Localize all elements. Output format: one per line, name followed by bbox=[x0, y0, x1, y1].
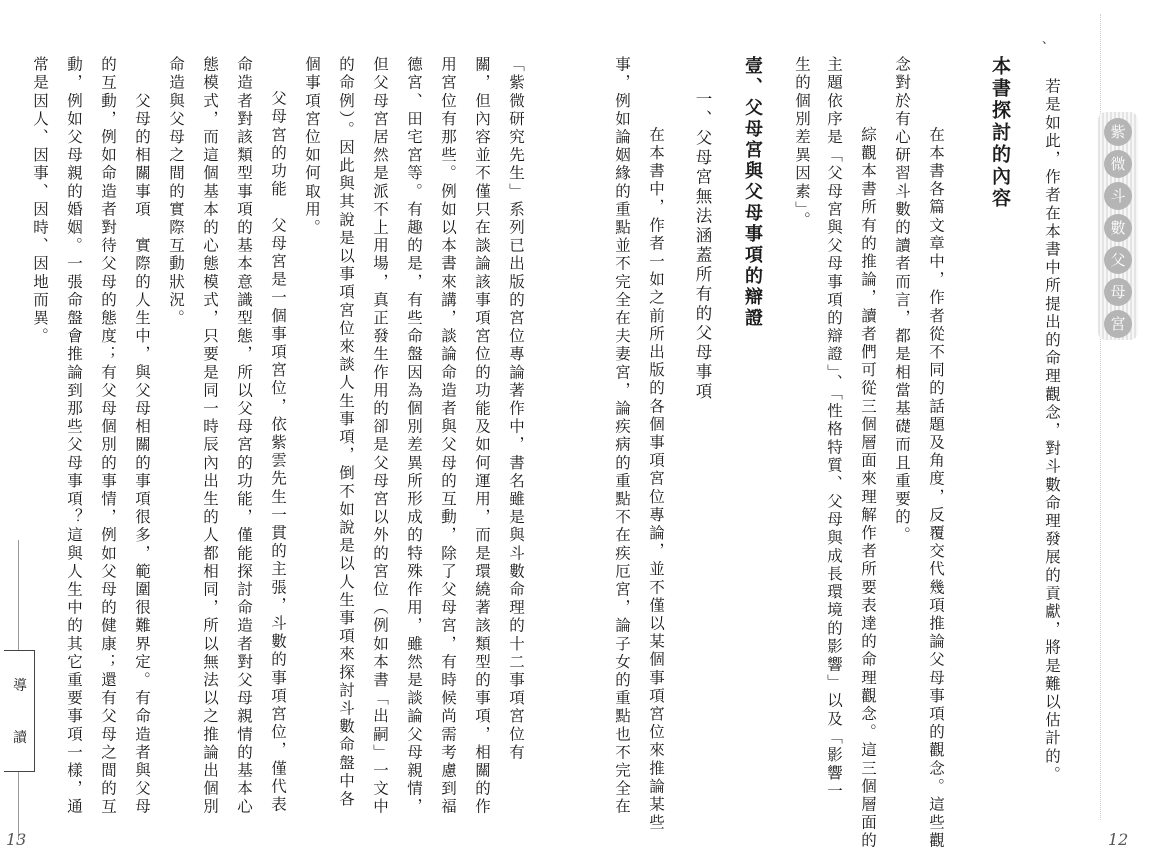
text-column: 德宮、田宅宮等。有趣的是，有些命盤因為個別差異所形成的特殊作用，雖然是談論父母親情， bbox=[405, 56, 423, 817]
page-number: 12 bbox=[1108, 830, 1129, 849]
text-column: 的命例）。因此與其說是以事項宮位來談人生事項，倒不如說是以人生事項來探討斗數命盤中各 bbox=[337, 56, 355, 809]
section-heading: 本書探討的內容 bbox=[989, 56, 1011, 210]
text-column: 的互動，例如命造者對待父母的態度；有父母個別的事情，例如父母的健康；還有父母之間的互 bbox=[99, 56, 117, 817]
text-column-with-heading: 父母的相關事項 實際的人生中，與父母相關的事項很多，範圍很難界定。有命造者與父母 bbox=[133, 56, 151, 817]
text-column: 命造者對該類型事項的基本意識型態，所以父母宮的功能，僅能探討命造者對父母親情的基本心 bbox=[235, 56, 253, 817]
seal-char: 微 bbox=[1104, 150, 1132, 178]
text-column: 但父母宮居然是派不上用場，真正發生作用的卻是父母宮以外的宮位（例如本書「出嗣」一文中 bbox=[371, 56, 389, 817]
seal-char: 斗 bbox=[1104, 182, 1132, 210]
series-seal-strip bbox=[1098, 112, 1138, 340]
chapter-heading: 壹、父母宮與父母事項的辯證 bbox=[742, 56, 763, 329]
seal-char: 紫 bbox=[1104, 118, 1132, 146]
text-column: 動，例如父母親的婚姻。一張命盤會推論到那些父母事項？這與人生中的其它重要事項一樣，通 bbox=[65, 56, 83, 817]
text-column: 個事項宮位如何取用。 bbox=[303, 56, 321, 237]
seal-char: 數 bbox=[1104, 214, 1132, 242]
text-column: 綜觀本書所有的推論，讀者們可從三個層面來理解作者所要表達的命理觀念。這三個層面的 bbox=[859, 90, 877, 851]
subsection-heading: 一、父母宮無法涵蓋所有的父母事項 bbox=[693, 90, 712, 402]
chapter-tab-char: 讀 bbox=[13, 730, 27, 746]
text-column: 事，例如論姻緣的重點並不完全在夫妻宮，論疾病的重點不在疾厄宮，論子女的重點也不完全在 bbox=[613, 56, 631, 817]
seal-char: 宮 bbox=[1104, 310, 1132, 338]
chapter-tab-char: 導 bbox=[13, 678, 27, 694]
text-column: 常是因人、因事、因時、因地而異。 bbox=[31, 56, 49, 346]
text-column: 用宮位有那些。例如以本書來講，談論命造者與父母的互動，除了父母宮，有時候尚需考慮到福 bbox=[439, 56, 457, 817]
text-column: 主題依序是「父母宮與父母事項的辯證」、「性格特質、父母與成長環境的影響」以及「影響一 bbox=[825, 56, 843, 801]
text-column: 在本書各篇文章中，作者從不同的話題及角度，反覆交代幾項推論父母事項的觀念。這些觀 bbox=[927, 90, 945, 851]
text-column: 念對於有心研習斗數的讀者而言，都是相當基礎而且重要的。 bbox=[893, 56, 911, 545]
text-column: 若是如此，作者在本書中所提出的命理觀念，對斗數命理發展的貢獻，將是難以估計的。 bbox=[1043, 78, 1061, 784]
page-number: 13 bbox=[6, 830, 27, 849]
text-column-with-heading: 父母宮的功能 父母宮是一個事項宮位，依紫雲先生一貫的主張，斗數的事項宮位，僅代表 bbox=[269, 90, 287, 814]
seal-char: 母 bbox=[1104, 278, 1132, 306]
text-column: 態模式，而這個基本的心態模式，只要是同一時辰內出生的人都相同，所以無法以之推論出個別 bbox=[201, 56, 219, 817]
chapter-tab bbox=[4, 650, 35, 772]
text-column: 生的個別差異因素」。 bbox=[793, 56, 811, 230]
seal-char: 父 bbox=[1104, 246, 1132, 274]
text-column: 命造與父母之間的實際互動狀況。 bbox=[167, 56, 185, 328]
text-column: 「紫微研究先生」系列已出版的宮位專論著作中，書名雖是與斗數命理的十二事項宮位有 bbox=[507, 56, 525, 762]
text-column: 關，但內容並不僅只在談論該事項宮位的功能及如何運用，而是環繞著該類型的事項，相關的作 bbox=[473, 56, 491, 817]
scan-mark: 、 bbox=[1042, 32, 1055, 46]
text-column: 在本書中，作者一如之前所出版的各個事項宮位專論，並不僅以某個事項宮位來推論某些 bbox=[647, 90, 665, 833]
